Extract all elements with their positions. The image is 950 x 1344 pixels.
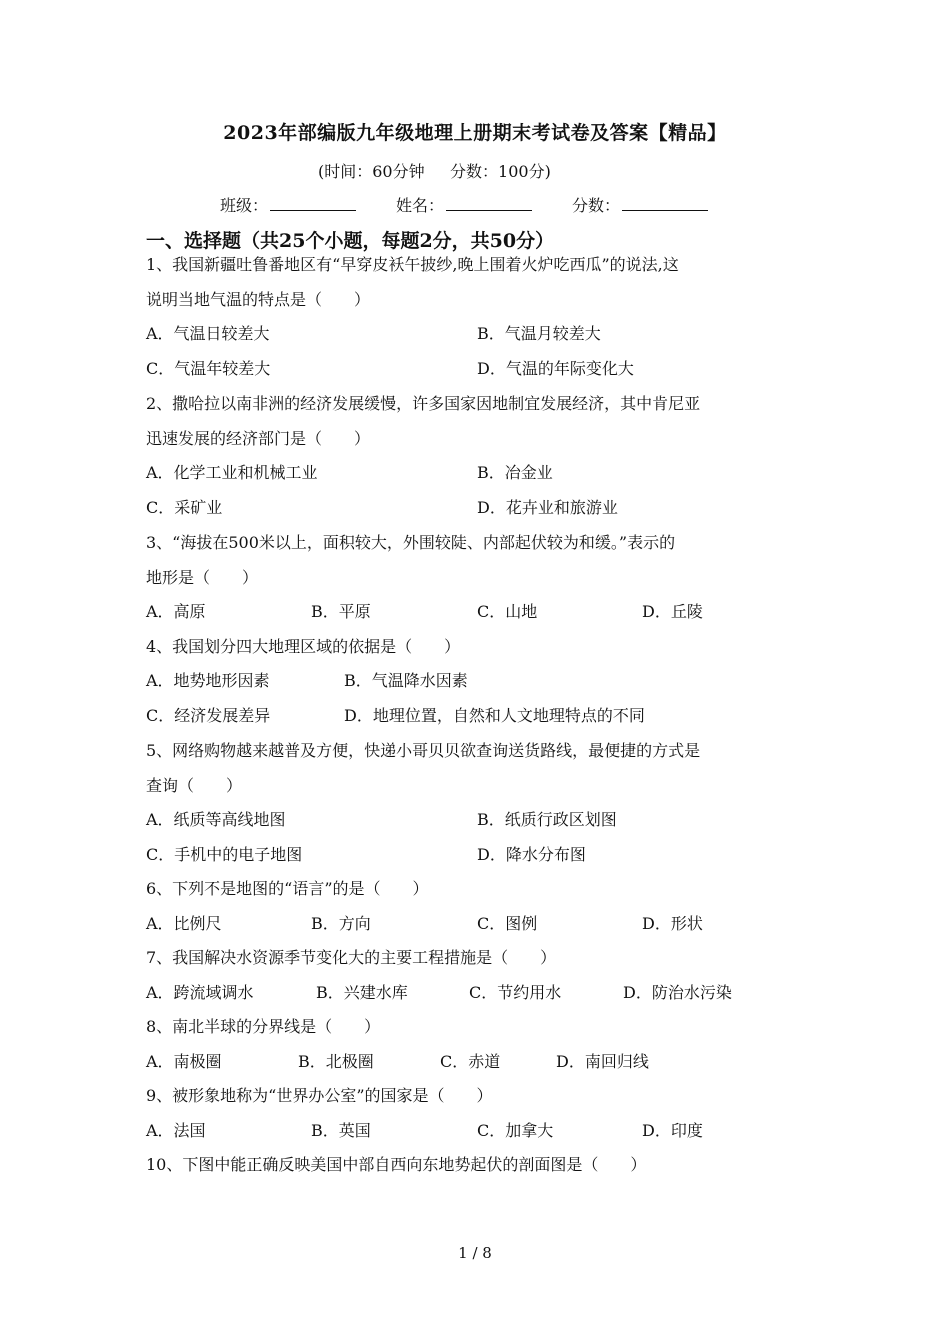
question-text: 迅速发展的经济部门是（ ） bbox=[146, 429, 371, 448]
question-text: 5、网络购物越来越普及方便，快递小哥贝贝欲查询送货路线，最便捷的方式是 bbox=[146, 741, 701, 760]
option-row bbox=[146, 1114, 816, 1149]
option-c: C．气温年较差大 bbox=[146, 358, 271, 378]
option-d: D．气温的年际变化大 bbox=[477, 358, 634, 378]
option-b: B．英国 bbox=[311, 1120, 371, 1140]
score-blank bbox=[622, 194, 708, 211]
option-d: D．形状 bbox=[642, 913, 703, 933]
option-c: C．节约用水 bbox=[469, 982, 562, 1002]
option-row bbox=[146, 976, 816, 1011]
option-d: D．地理位置，自然和人文地理特点的不同 bbox=[344, 705, 645, 725]
question-5 bbox=[146, 733, 816, 872]
option-c: C．经济发展差异 bbox=[146, 705, 271, 725]
option-d: D．丘陵 bbox=[642, 602, 703, 621]
page-title: 2023年部编版九年级地理上册期末考试卷及答案【精品】 bbox=[223, 122, 727, 144]
option-b: B．兴建水库 bbox=[316, 982, 408, 1002]
option-row bbox=[146, 456, 816, 491]
option-b: B．平原 bbox=[311, 602, 371, 621]
question-3 bbox=[146, 525, 816, 630]
page-number: 1 / 8 bbox=[458, 1244, 492, 1262]
option-row bbox=[146, 352, 816, 387]
score-label: 分数： bbox=[572, 196, 621, 215]
name-field bbox=[396, 193, 532, 216]
option-b: B．冶金业 bbox=[477, 463, 553, 482]
option-d: D．花卉业和旅游业 bbox=[477, 497, 618, 517]
class-field bbox=[220, 193, 356, 216]
question-text: 查询（ ） bbox=[146, 776, 243, 795]
option-row bbox=[146, 1045, 816, 1080]
question-text: 10、下图中能正确反映美国中部自西向东地势起伏的剖面图是（ ） bbox=[146, 1155, 647, 1174]
option-b: B．气温降水因素 bbox=[344, 671, 468, 690]
option-a: A．气温日较差大 bbox=[146, 324, 270, 343]
option-row bbox=[146, 664, 816, 699]
option-row bbox=[146, 491, 816, 526]
section-title: 一、选择题（共25个小题，每题2分，共50分） bbox=[146, 230, 555, 252]
option-row bbox=[146, 803, 816, 838]
option-a: A．比例尺 bbox=[146, 913, 222, 933]
question-text: 1、我国新疆吐鲁番地区有“早穿皮袄午披纱,晚上围着火炉吃西瓜”的说法,这 bbox=[146, 255, 679, 274]
question-text: 9、被形象地称为“世界办公室”的国家是（ ） bbox=[146, 1086, 493, 1105]
option-c: C．山地 bbox=[477, 602, 538, 621]
name-blank bbox=[446, 194, 532, 211]
option-a: A．化学工业和机械工业 bbox=[146, 463, 318, 482]
option-b: B．北极圈 bbox=[298, 1051, 374, 1071]
question-text: 4、我国划分四大地理区域的依据是（ ） bbox=[146, 636, 461, 656]
option-a: A．南极圈 bbox=[146, 1051, 222, 1071]
question-text: 6、下列不是地图的“语言”的是（ ） bbox=[146, 879, 429, 898]
option-a: A．地势地形因素 bbox=[146, 671, 270, 690]
question-1 bbox=[146, 247, 816, 386]
class-label: 班级： bbox=[220, 196, 269, 215]
option-row bbox=[146, 317, 816, 352]
question-2 bbox=[146, 386, 816, 525]
question-10 bbox=[146, 1148, 816, 1183]
question-text: 说明当地气温的特点是（ ） bbox=[146, 290, 371, 309]
option-b: B．气温月较差大 bbox=[477, 324, 601, 343]
option-a: A．纸质等高线地图 bbox=[146, 810, 286, 829]
score-field bbox=[572, 193, 708, 216]
exam-subtitle: (时间：60分钟 分数：100分) bbox=[318, 162, 551, 181]
option-c: C．采矿业 bbox=[146, 497, 223, 517]
question-text: 8、南北半球的分界线是（ ） bbox=[146, 1017, 381, 1036]
option-a: A．法国 bbox=[146, 1120, 206, 1140]
option-d: D．印度 bbox=[642, 1120, 703, 1140]
question-text: 7、我国解决水资源季节变化大的主要工程措施是（ ） bbox=[146, 948, 557, 967]
option-c: C．加拿大 bbox=[477, 1120, 554, 1140]
question-text: 3、“海拔在500米以上，面积较大，外围较陡、内部起伏较为和缓。”表示的 bbox=[146, 533, 676, 552]
option-b: B．方向 bbox=[311, 913, 371, 933]
option-b: B．纸质行政区划图 bbox=[477, 810, 617, 829]
question-list bbox=[146, 247, 816, 1183]
option-d: D．降水分布图 bbox=[477, 844, 586, 864]
option-d: D．南回归线 bbox=[556, 1051, 649, 1071]
option-c: C．图例 bbox=[477, 913, 538, 933]
name-label: 姓名： bbox=[396, 196, 445, 215]
question-8 bbox=[146, 1010, 816, 1079]
class-blank bbox=[270, 194, 356, 211]
question-4 bbox=[146, 630, 816, 734]
option-a: A．高原 bbox=[146, 602, 206, 621]
option-row bbox=[146, 838, 816, 873]
option-row bbox=[146, 595, 816, 630]
option-c: C．赤道 bbox=[440, 1051, 501, 1071]
question-text: 2、撒哈拉以南非洲的经济发展缓慢，许多国家因地制宜发展经济，其中肯尼亚 bbox=[146, 394, 701, 413]
option-row bbox=[146, 907, 816, 942]
option-a: A．跨流域调水 bbox=[146, 982, 254, 1002]
option-d: D．防治水污染 bbox=[623, 982, 732, 1002]
option-row bbox=[146, 699, 816, 734]
question-9 bbox=[146, 1079, 816, 1148]
question-6 bbox=[146, 872, 816, 941]
question-text: 地形是（ ） bbox=[146, 568, 259, 587]
student-info-row bbox=[220, 193, 748, 216]
option-c: C．手机中的电子地图 bbox=[146, 844, 303, 864]
question-7 bbox=[146, 941, 816, 1010]
